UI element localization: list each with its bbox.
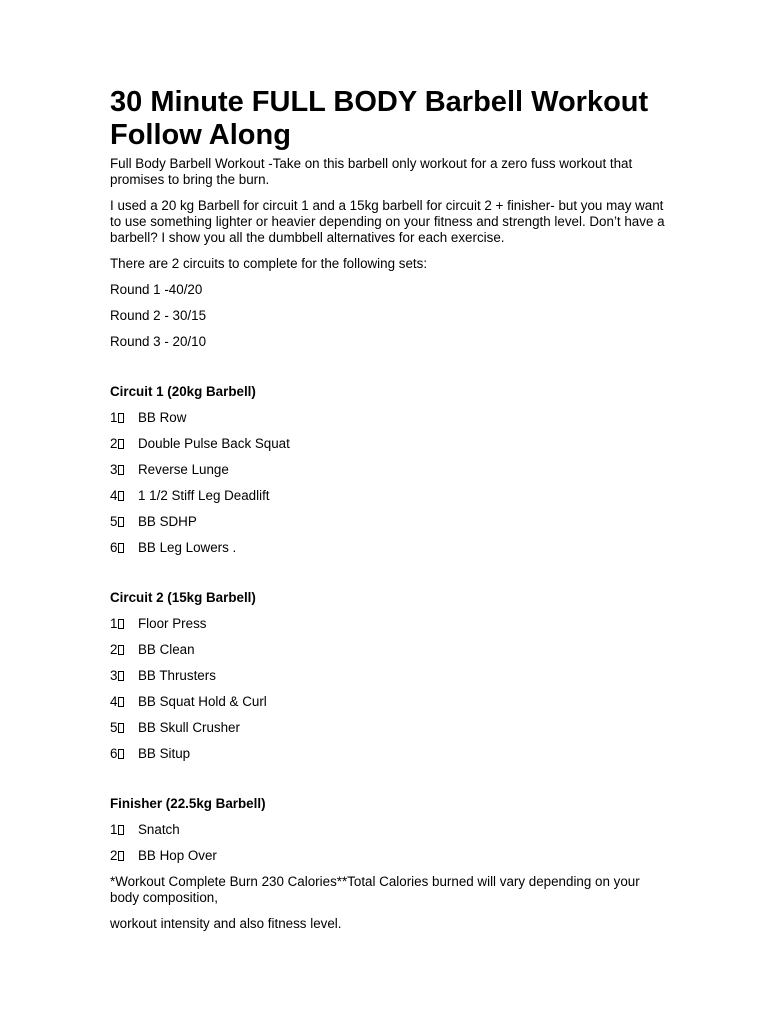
- round-3: Round 3 - 20/10: [110, 334, 207, 349]
- item-label: BB SDHP: [138, 514, 197, 529]
- item-label: BB Situp: [138, 746, 191, 761]
- item-number: 2: [110, 436, 127, 452]
- missing-glyph-icon: [118, 465, 124, 475]
- list-item: [110, 410, 670, 426]
- missing-glyph-icon: [118, 645, 124, 655]
- intro-paragraph: Full Body Barbell Workout -Take on this barbell only workout for a zero fuss workout that promises to bring the burn.: [110, 156, 633, 187]
- item-label: Floor Press: [138, 616, 207, 631]
- round-2: Round 2 - 30/15: [110, 308, 207, 323]
- missing-glyph-icon: [118, 619, 124, 629]
- item-label: BB Squat Hold & Curl: [138, 694, 267, 709]
- item-label: BB Hop Over: [138, 848, 217, 863]
- missing-glyph-icon: [118, 749, 124, 759]
- item-number: 6: [110, 540, 127, 556]
- list-item: [110, 540, 670, 556]
- item-number: 1: [110, 822, 127, 838]
- list-item: [110, 462, 670, 478]
- calorie-note: *Workout Complete Burn 230 Calories**Total Calories burned will vary depending on your body composition,: [110, 874, 640, 905]
- rounds-list: [110, 282, 670, 350]
- list-item: [110, 514, 670, 530]
- item-label: 1 1/2 Stiff Leg Deadlift: [138, 488, 270, 503]
- list-item: [110, 436, 670, 452]
- section-heading: Finisher (22.5kg Barbell): [110, 796, 266, 811]
- list-item: [110, 822, 670, 838]
- missing-glyph-icon: [118, 491, 124, 501]
- item-label: BB Thrusters: [138, 668, 216, 683]
- item-number: 3: [110, 462, 127, 478]
- item-number: 4: [110, 488, 127, 504]
- item-label: Double Pulse Back Squat: [138, 436, 290, 451]
- list-item: [110, 720, 670, 736]
- item-number: 5: [110, 720, 127, 736]
- item-number: 5: [110, 514, 127, 530]
- missing-glyph-icon: [118, 825, 124, 835]
- item-label: BB Skull Crusher: [138, 720, 240, 735]
- list-item: [110, 642, 670, 658]
- list-item: [110, 488, 670, 504]
- missing-glyph-icon: [118, 671, 124, 681]
- item-number: 1: [110, 616, 127, 632]
- item-number: 2: [110, 848, 127, 864]
- item-number: 4: [110, 694, 127, 710]
- missing-glyph-icon: [118, 517, 124, 527]
- list-item: [110, 668, 670, 684]
- item-label: BB Leg Lowers .: [138, 540, 237, 555]
- document-page: [110, 86, 670, 932]
- item-label: Snatch: [138, 822, 180, 837]
- equipment-paragraph: I used a 20 kg Barbell for circuit 1 and a 15kg barbell for circuit 2 + finisher- but you may want to use something lighter or heavier depending on your fitness and strength level. Don’t have a barbell? I show you all the dumbbell alternatives for each exercise.: [110, 198, 665, 245]
- item-number: 1: [110, 410, 127, 426]
- missing-glyph-icon: [118, 851, 124, 861]
- circuit-2-section: [110, 590, 670, 762]
- list-item: [110, 848, 670, 864]
- item-label: BB Clean: [138, 642, 195, 657]
- document-title: 30 Minute FULL BODY Barbell Workout Follow Along: [110, 86, 649, 151]
- missing-glyph-icon: [118, 413, 124, 423]
- missing-glyph-icon: [118, 723, 124, 733]
- item-label: BB Row: [138, 410, 187, 425]
- intensity-note: workout intensity and also fitness level.: [110, 916, 342, 931]
- list-item: [110, 694, 670, 710]
- list-item: [110, 746, 670, 762]
- item-number: 2: [110, 642, 127, 658]
- item-number: 3: [110, 668, 127, 684]
- item-number: 6: [110, 746, 127, 762]
- missing-glyph-icon: [118, 543, 124, 553]
- item-label: Reverse Lunge: [138, 462, 229, 477]
- section-heading: Circuit 2 (15kg Barbell): [110, 590, 256, 605]
- round-1: Round 1 -40/20: [110, 282, 203, 297]
- missing-glyph-icon: [118, 439, 124, 449]
- circuit-1-section: [110, 384, 670, 556]
- missing-glyph-icon: [118, 697, 124, 707]
- section-heading: Circuit 1 (20kg Barbell): [110, 384, 256, 399]
- finisher-section: [110, 796, 670, 864]
- list-item: [110, 616, 670, 632]
- sets-paragraph: There are 2 circuits to complete for the following sets:: [110, 256, 428, 271]
